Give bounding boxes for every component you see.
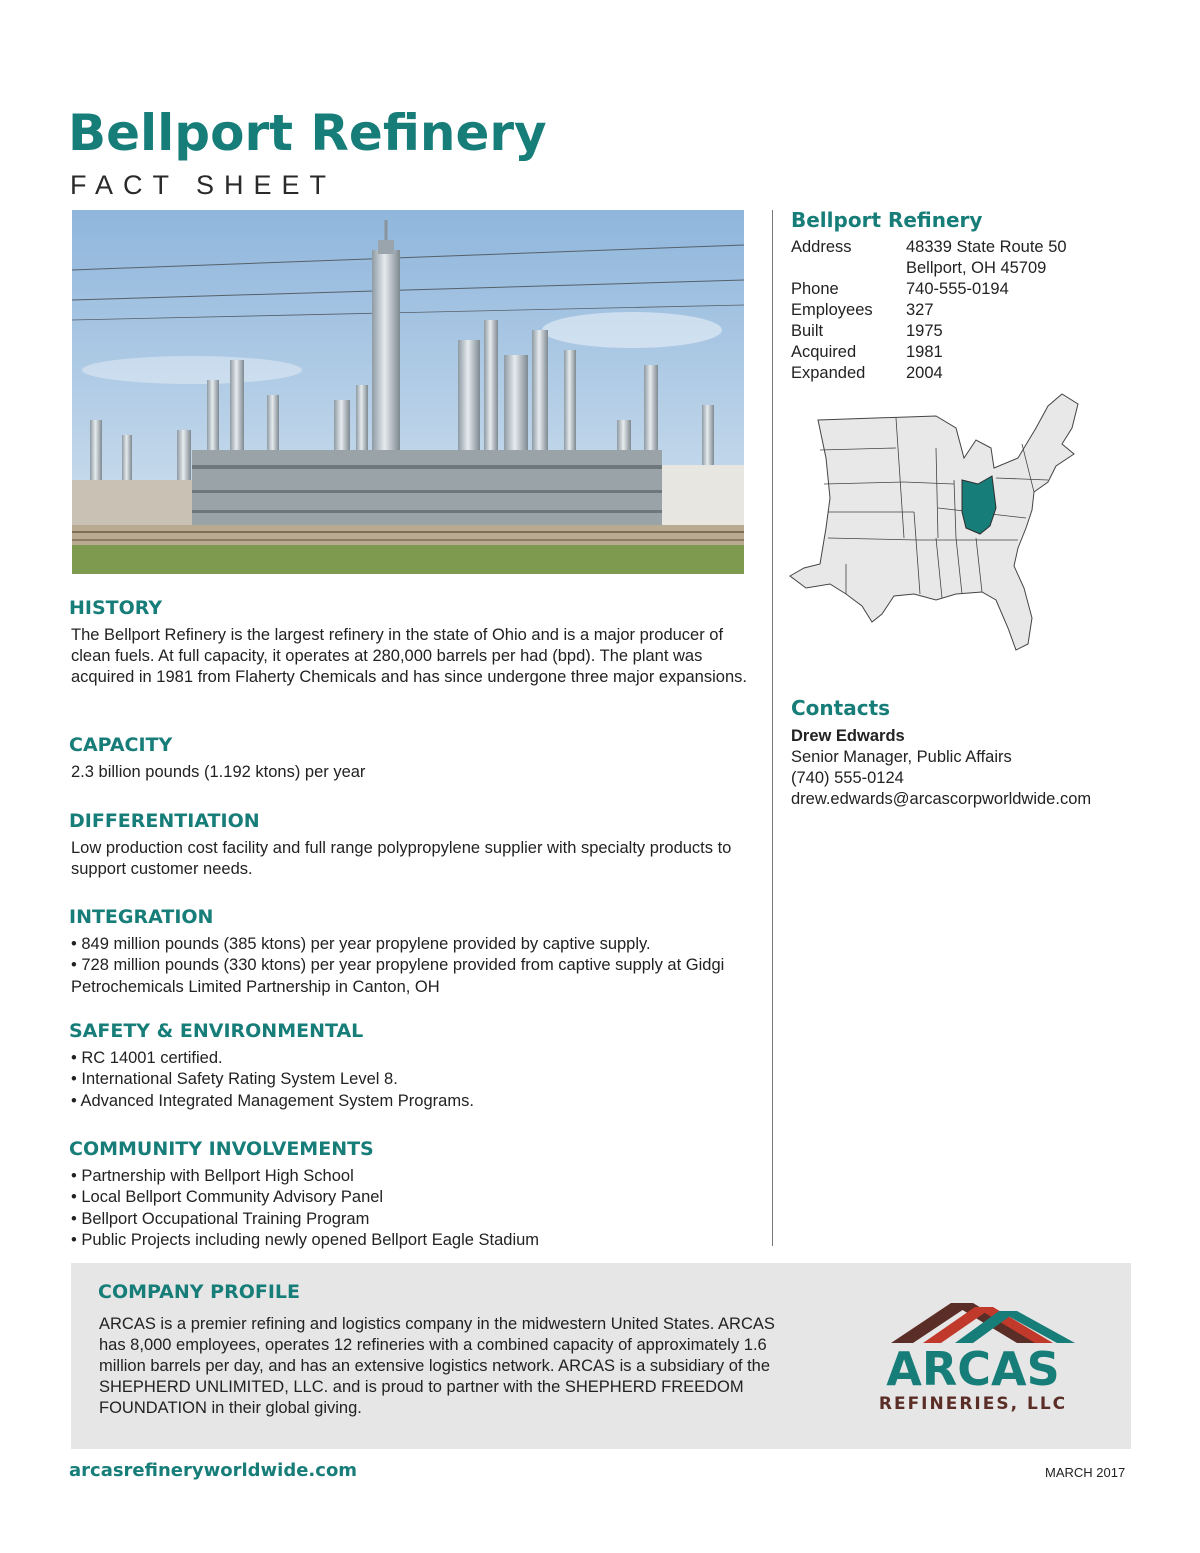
capacity-text: 2.3 billion pounds (1.192 ktons) per year: [71, 763, 366, 781]
acquired-value: 1981: [906, 343, 943, 361]
integration-section: [69, 906, 749, 998]
community-heading: COMMUNITY INVOLVEMENTS: [69, 1138, 374, 1160]
list-item: • Advanced Integrated Management System Programs.: [71, 1091, 474, 1110]
history-heading: HISTORY: [69, 597, 163, 619]
phone-label: Phone: [791, 280, 839, 298]
list-item: • 849 million pounds (385 ktons) per year propylene provided by captive supply.: [71, 935, 651, 953]
safety-section: [69, 1020, 749, 1112]
contact-card: [791, 726, 1091, 810]
integration-heading: INTEGRATION: [69, 906, 214, 928]
address-label: Address: [791, 238, 852, 256]
table-row: [791, 258, 1067, 279]
differentiation-heading: DIFFERENTIATION: [69, 810, 260, 832]
contacts-title: Contacts: [791, 696, 891, 720]
expanded-label: Expanded: [791, 364, 866, 382]
contact-email[interactable]: drew.edwards@arcascorpworldwide.com: [791, 790, 1092, 808]
employees-value: 327: [906, 301, 934, 319]
community-section: [69, 1138, 749, 1251]
safety-heading: SAFETY & ENVIRONMENTAL: [69, 1020, 364, 1042]
integration-list: [69, 934, 749, 998]
list-item: • RC 14001 certified.: [71, 1049, 223, 1067]
refinery-photo: [72, 210, 744, 574]
contact-phone: (740) 555-0124: [791, 769, 904, 787]
list-item: • International Safety Rating System Level 8.: [71, 1070, 398, 1089]
list-item: • Partnership with Bellport High School: [71, 1167, 354, 1185]
capacity-heading: CAPACITY: [69, 734, 173, 756]
table-row: [791, 237, 1067, 258]
employees-label: Employees: [791, 301, 873, 319]
us-map: [786, 388, 1086, 658]
facility-info-table: [791, 237, 1067, 384]
page-subtitle: FACT SHEET: [70, 170, 337, 200]
table-row: [791, 300, 1067, 321]
footer-website-link[interactable]: arcasrefineryworldwide.com: [69, 1460, 358, 1481]
logo-tagline: REFINERIES, LLC: [878, 1394, 1068, 1414]
address-line1: 48339 State Route 50: [906, 238, 1067, 256]
community-list: [69, 1166, 749, 1251]
list-item: • Local Bellport Community Advisory Panel: [71, 1188, 384, 1207]
footer-date: MARCH 2017: [1045, 1465, 1126, 1480]
expanded-value: 2004: [906, 364, 943, 382]
differentiation-text: Low production cost facility and full range polypropylene supplier with specialty products to support customer needs.: [71, 839, 732, 878]
contact-role: Senior Manager, Public Affairs: [791, 748, 1012, 766]
table-row: [791, 279, 1067, 300]
list-item: • 728 million pounds (330 ktons) per year propylene provided from captive supply at Gidgi Petrochemicals Limited Partnership in Canton, OH: [71, 956, 725, 996]
table-row: [791, 363, 1067, 384]
table-row: [791, 321, 1067, 342]
safety-list: [69, 1048, 749, 1112]
list-item: • Public Projects including newly opened Bellport Eagle Stadium: [71, 1230, 540, 1249]
built-label: Built: [791, 322, 824, 340]
phone-value: 740-555-0194: [906, 280, 1009, 298]
page-title: Bellport Refinery: [68, 104, 547, 162]
address-line2: Bellport, OH 45709: [906, 259, 1047, 277]
history-text: The Bellport Refinery is the largest refinery in the state of Ohio and is a major producer of clean fuels. At full capacity, it operates at 280,000 barrels per had (bpd). The plant was acquired in 1981 from Flaherty Chemicals and has since undergone three major expansions.: [71, 626, 747, 686]
arcas-logo: [853, 1299, 1093, 1419]
company-profile-box: [71, 1263, 1131, 1449]
table-row: [791, 342, 1067, 363]
logo-name: ARCAS: [886, 1342, 1060, 1396]
differentiation-section: [69, 810, 749, 880]
facility-info-title: Bellport Refinery: [791, 208, 983, 232]
profile-heading: COMPANY PROFILE: [98, 1281, 301, 1303]
built-value: 1975: [906, 322, 943, 340]
column-divider: [772, 210, 773, 1246]
capacity-section: [69, 734, 749, 783]
profile-text: ARCAS is a premier refining and logistics company in the midwestern United States. ARCAS has 8,000 employees, operates 12 refineries with a combined capacity of approximately 1.6 million barrels per day, and has an extensive logistics network. ARCAS is a subsidiary of the SHEPHERD UNLIMITED, LLC. and is proud to partner with the SHEPHERD FREEDOM FOUNDATION in their global giving.: [99, 1315, 775, 1417]
contact-name: Drew Edwards: [791, 727, 905, 745]
list-item: • Bellport Occupational Training Program: [71, 1209, 370, 1228]
history-section: [69, 597, 749, 688]
acquired-label: Acquired: [791, 343, 857, 361]
